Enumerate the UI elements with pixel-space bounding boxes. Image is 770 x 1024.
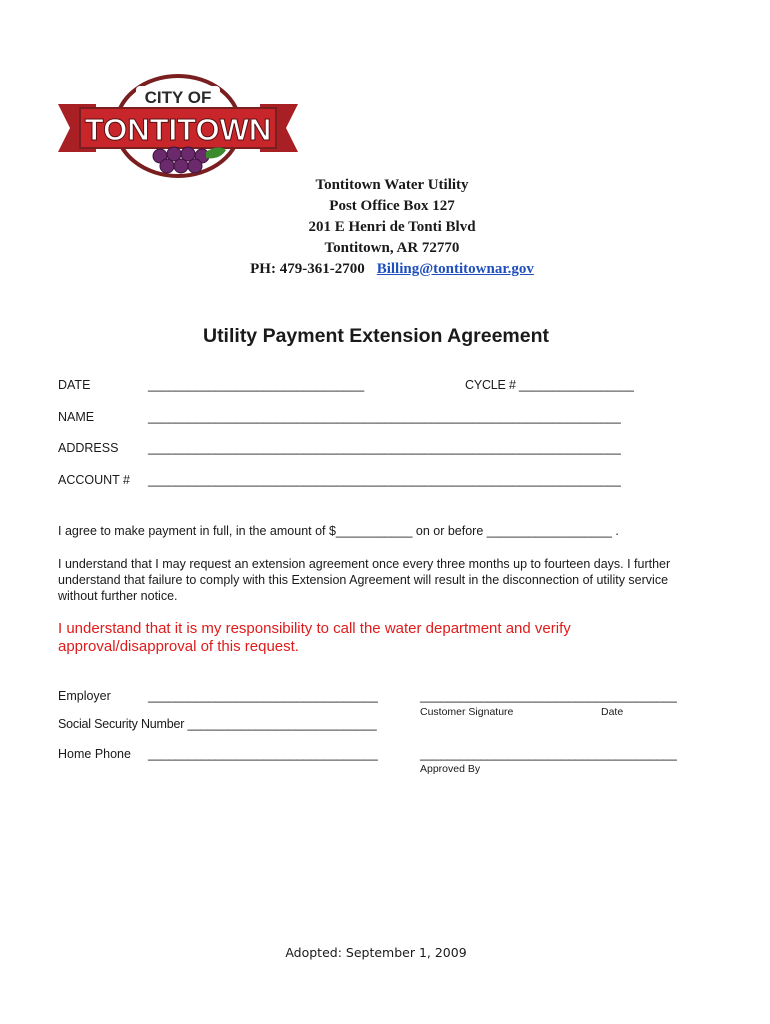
- name-field[interactable]: ______________________________________________________________________: [148, 410, 621, 424]
- address-label: ADDRESS: [58, 441, 119, 455]
- ssn-field[interactable]: Social Security Number ____________________________: [58, 717, 377, 731]
- city-logo: [56, 74, 300, 180]
- home-phone-field[interactable]: __________________________________: [148, 747, 378, 761]
- date-label: DATE: [58, 378, 91, 392]
- employer-field[interactable]: __________________________________: [148, 689, 378, 703]
- employer-label: Employer: [58, 689, 111, 703]
- email-link[interactable]: Billing@tontitownar.gov: [376, 261, 534, 277]
- responsibility-notice: I understand that it is my responsibility to call the water department and verify approval/disapproval of this request.: [58, 620, 571, 655]
- date-field[interactable]: ________________________________: [148, 378, 365, 392]
- org-name: Tontitown Water Utility: [315, 177, 469, 193]
- address-field[interactable]: ______________________________________________________________________: [148, 441, 621, 455]
- city-state-zip: Tontitown, AR 72770: [324, 240, 460, 256]
- adopted-date: Adopted: September 1, 2009: [285, 945, 467, 960]
- street-address: 201 E Henri de Tonti Blvd: [308, 219, 476, 235]
- customer-signature-line[interactable]: ______________________________________: [420, 689, 677, 703]
- account-field[interactable]: ______________________________________________________________________: [148, 473, 621, 487]
- payment-agreement-text: I agree to make payment in full, in the amount of $___________ on or before __________________ .: [58, 524, 619, 538]
- home-phone-label: Home Phone: [58, 747, 131, 761]
- approved-by-line[interactable]: ______________________________________: [420, 747, 677, 761]
- po-box: Post Office Box 127: [329, 198, 455, 214]
- extension-terms-text: I understand that I may request an extension agreement once every three months up to fourteen days. I further understand that failure to comply with this Extension Agreement will result in the disconnection of utility service without further notice.: [58, 557, 671, 603]
- account-label: ACCOUNT #: [58, 473, 131, 487]
- phone-number: PH: 479-361-2700: [250, 261, 365, 277]
- logo-main-text: TONTITOWN: [84, 112, 272, 147]
- approved-by-label: Approved By: [420, 763, 481, 775]
- cycle-field[interactable]: CYCLE # _________________: [465, 378, 634, 392]
- logo-top-text: CITY OF: [144, 88, 212, 107]
- page-title: Utility Payment Extension Agreement: [202, 325, 550, 347]
- customer-signature-label: Customer Signature: [420, 706, 514, 718]
- contact-line: [0, 261, 770, 278]
- name-label: NAME: [58, 410, 95, 424]
- signature-date-label: Date: [601, 706, 624, 718]
